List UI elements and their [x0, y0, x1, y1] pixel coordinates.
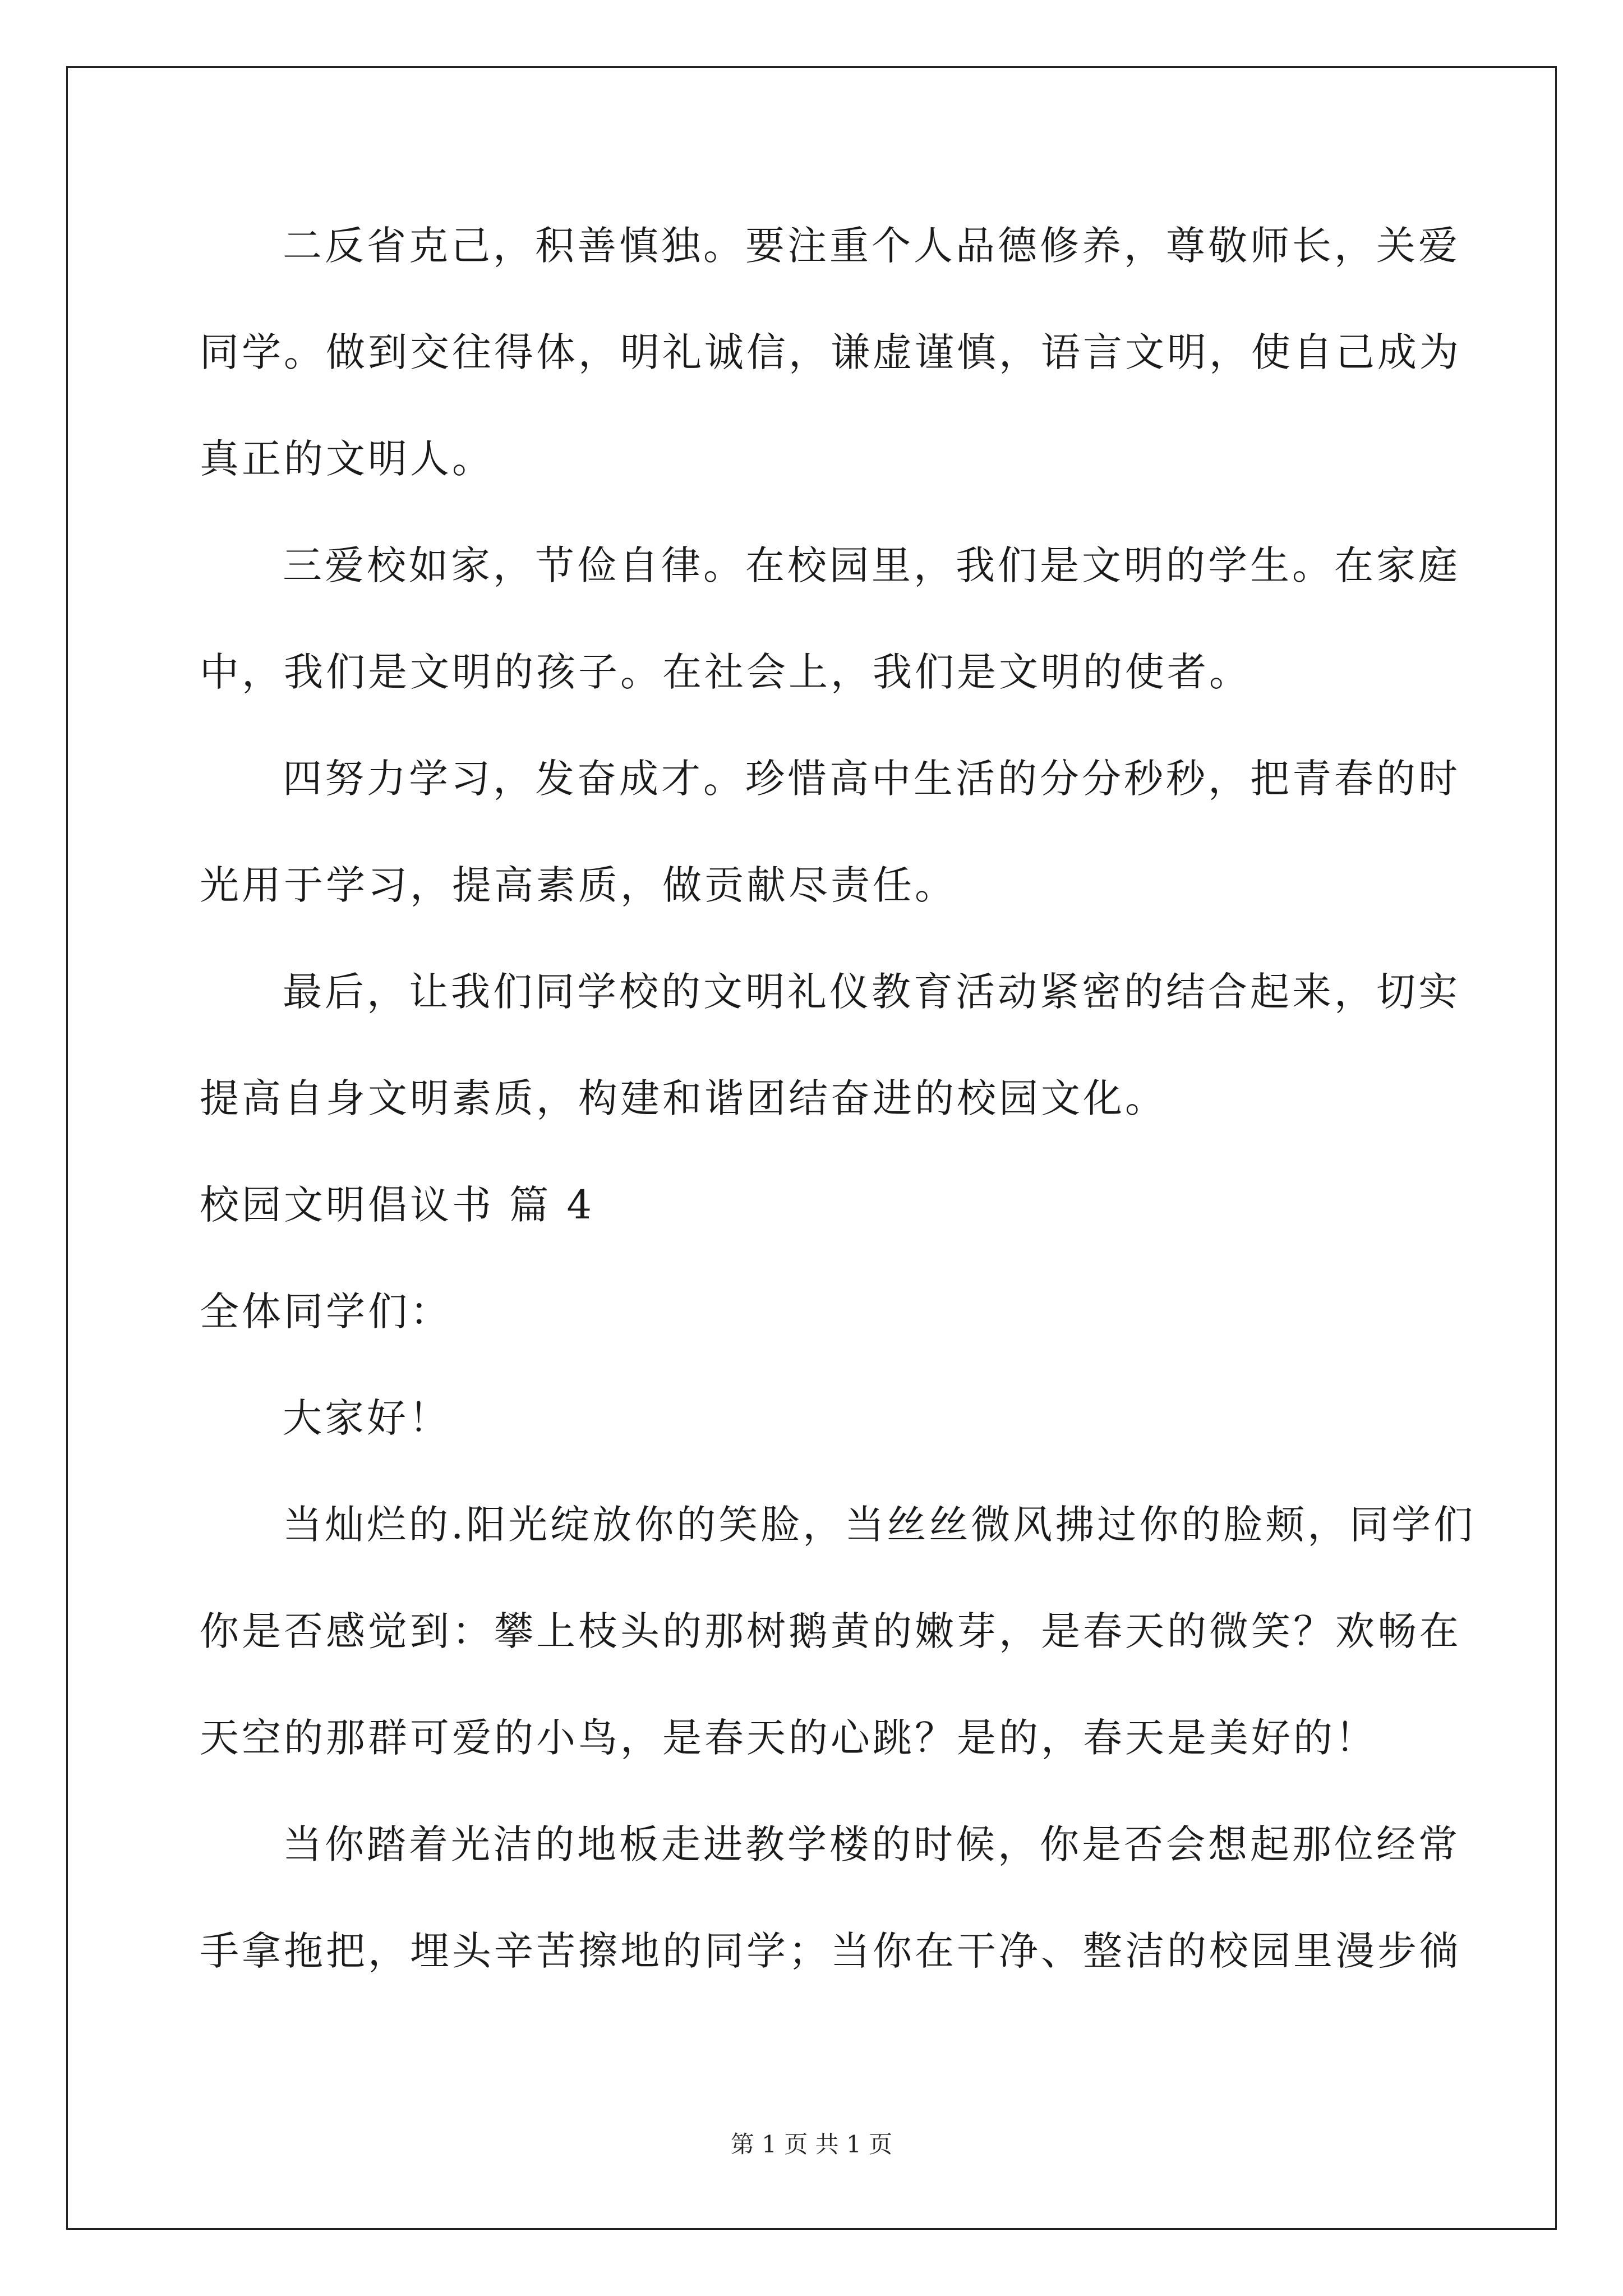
page-number-footer: 第 1 页 共 1 页	[730, 2131, 893, 2158]
text-line: 提高自身文明素质，构建和谐团结奋进的校园文化。	[200, 1075, 1167, 1121]
text-line: 天空的那群可爱的小鸟，是春天的心跳？是的，春天是美好的！	[200, 1715, 1377, 1761]
section-heading: 校园文明倡议书 篇 4	[200, 1182, 595, 1228]
text-line: 四努力学习，发奋成才。珍惜高中生活的分分秒秒，把青春的时	[283, 756, 1460, 802]
document-body	[200, 218, 1476, 2030]
salutation: 全体同学们：	[200, 1289, 452, 1335]
text-line: 同学。做到交往得体，明礼诚信，谦虚谨慎，语言文明，使自己成为	[200, 329, 1461, 375]
text-line: 当灿烂的.阳光绽放你的笑脸，当丝丝微风拂过你的脸颊，同学们	[283, 1502, 1476, 1548]
text-line: 手拿拖把，埋头辛苦擦地的同学；当你在干净、整洁的校园里漫步徜	[200, 1928, 1461, 1974]
text-line: 光用于学习，提高素质，做贡献尽责任。	[200, 862, 957, 908]
text-line: 最后，让我们同学校的文明礼仪教育活动紧密的结合起来，切实	[283, 969, 1460, 1015]
text-line: 当你踏着光洁的地板走进教学楼的时候，你是否会想起那位经常	[283, 1821, 1460, 1867]
text-line: 三爱校如家，节俭自律。在校园里，我们是文明的学生。在家庭	[283, 542, 1460, 588]
text-line: 中，我们是文明的孩子。在社会上，我们是文明的使者。	[200, 649, 1251, 695]
greeting: 大家好！	[283, 1395, 451, 1441]
text-line: 二反省克己，积善慎独。要注重个人品德修养，尊敬师长，关爱	[283, 223, 1460, 269]
text-line: 你是否感觉到：攀上枝头的那树鹅黄的嫩芽，是春天的微笑？欢畅在	[200, 1608, 1461, 1654]
text-line: 真正的文明人。	[200, 436, 494, 482]
